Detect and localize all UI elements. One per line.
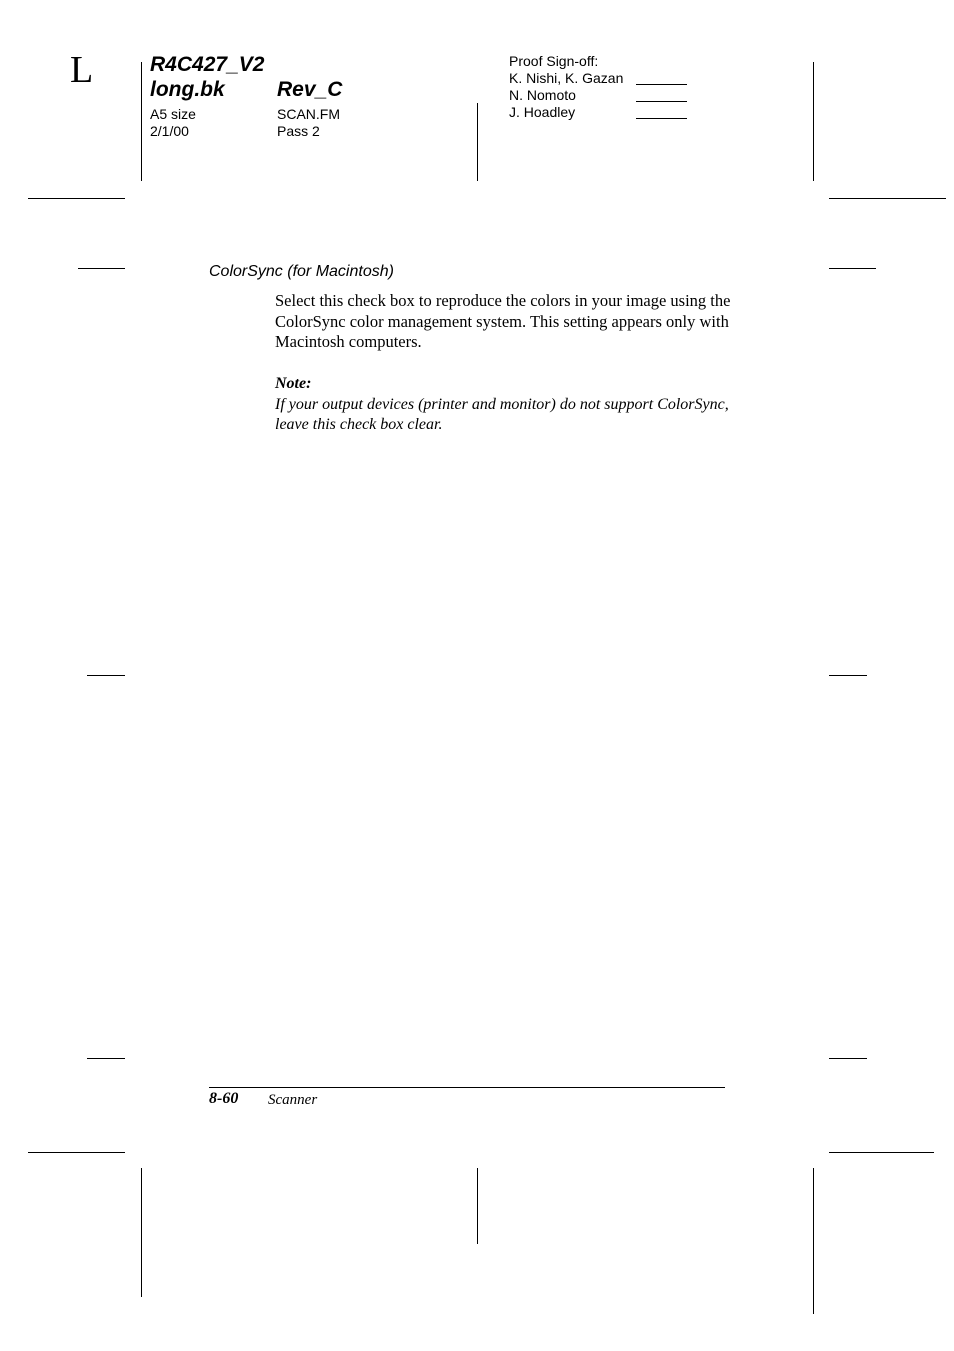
crop-mark-top-right-horizontal: [829, 198, 946, 199]
file-name: SCAN.FM: [277, 106, 340, 122]
page-side-mark: L: [70, 49, 94, 91]
proof-signoff-row: [509, 87, 689, 104]
crop-mark-bottom-center-vertical: [477, 1168, 478, 1244]
book-name: long.bk: [150, 78, 225, 101]
margin-mark-middle-left: [87, 675, 125, 676]
crop-mark-bottom-left-horizontal: [28, 1152, 125, 1153]
crop-mark-top-left-vertical: [141, 62, 142, 181]
crop-mark-top-right-vertical: [813, 62, 814, 181]
page-number: 8-60: [209, 1090, 239, 1107]
crop-mark-top-left-horizontal: [28, 198, 125, 199]
pass-label: Pass 2: [277, 123, 320, 139]
signature-line: [636, 118, 687, 119]
print-date: 2/1/00: [150, 123, 189, 139]
crop-mark-bottom-right-vertical: [813, 1168, 814, 1314]
chapter-title: Scanner: [268, 1092, 318, 1108]
note-label: Note:: [275, 375, 312, 392]
signature-line: [636, 84, 687, 85]
proof-signoff-name: N. Nomoto: [509, 87, 576, 103]
proof-signoff-name: J. Hoadley: [509, 104, 576, 120]
margin-mark-upper-left: [78, 268, 125, 269]
crop-mark-bottom-left-vertical: [141, 1168, 142, 1297]
footer-rule: [209, 1087, 725, 1088]
note-text: If your output devices (printer and monitor) do not support ColorSync, leave this check box clear.: [275, 396, 729, 433]
signature-line: [636, 101, 687, 102]
proof-signoff-title: Proof Sign-off:: [509, 53, 599, 69]
proof-signoff-name: K. Nishi, K. Gazan: [509, 70, 624, 86]
body-paragraph: Select this check box to reproduce the colors in your image using the ColorSync color management system. This setting appears only with Macintosh computers.: [275, 291, 731, 351]
proof-signoff-row: [509, 70, 689, 87]
proof-signoff-row: [509, 104, 689, 121]
document-code: R4C427_V2: [150, 53, 265, 76]
section-heading: ColorSync (for Macintosh): [209, 263, 394, 280]
margin-mark-middle-right: [829, 675, 867, 676]
page-size: A5 size: [150, 106, 196, 122]
margin-mark-lower-right: [829, 1058, 867, 1059]
revision-label: Rev_C: [277, 78, 343, 101]
margin-mark-upper-right: [829, 268, 876, 269]
crop-mark-bottom-right-horizontal: [829, 1152, 934, 1153]
crop-mark-top-center-vertical: [477, 103, 478, 181]
margin-mark-lower-left: [87, 1058, 125, 1059]
